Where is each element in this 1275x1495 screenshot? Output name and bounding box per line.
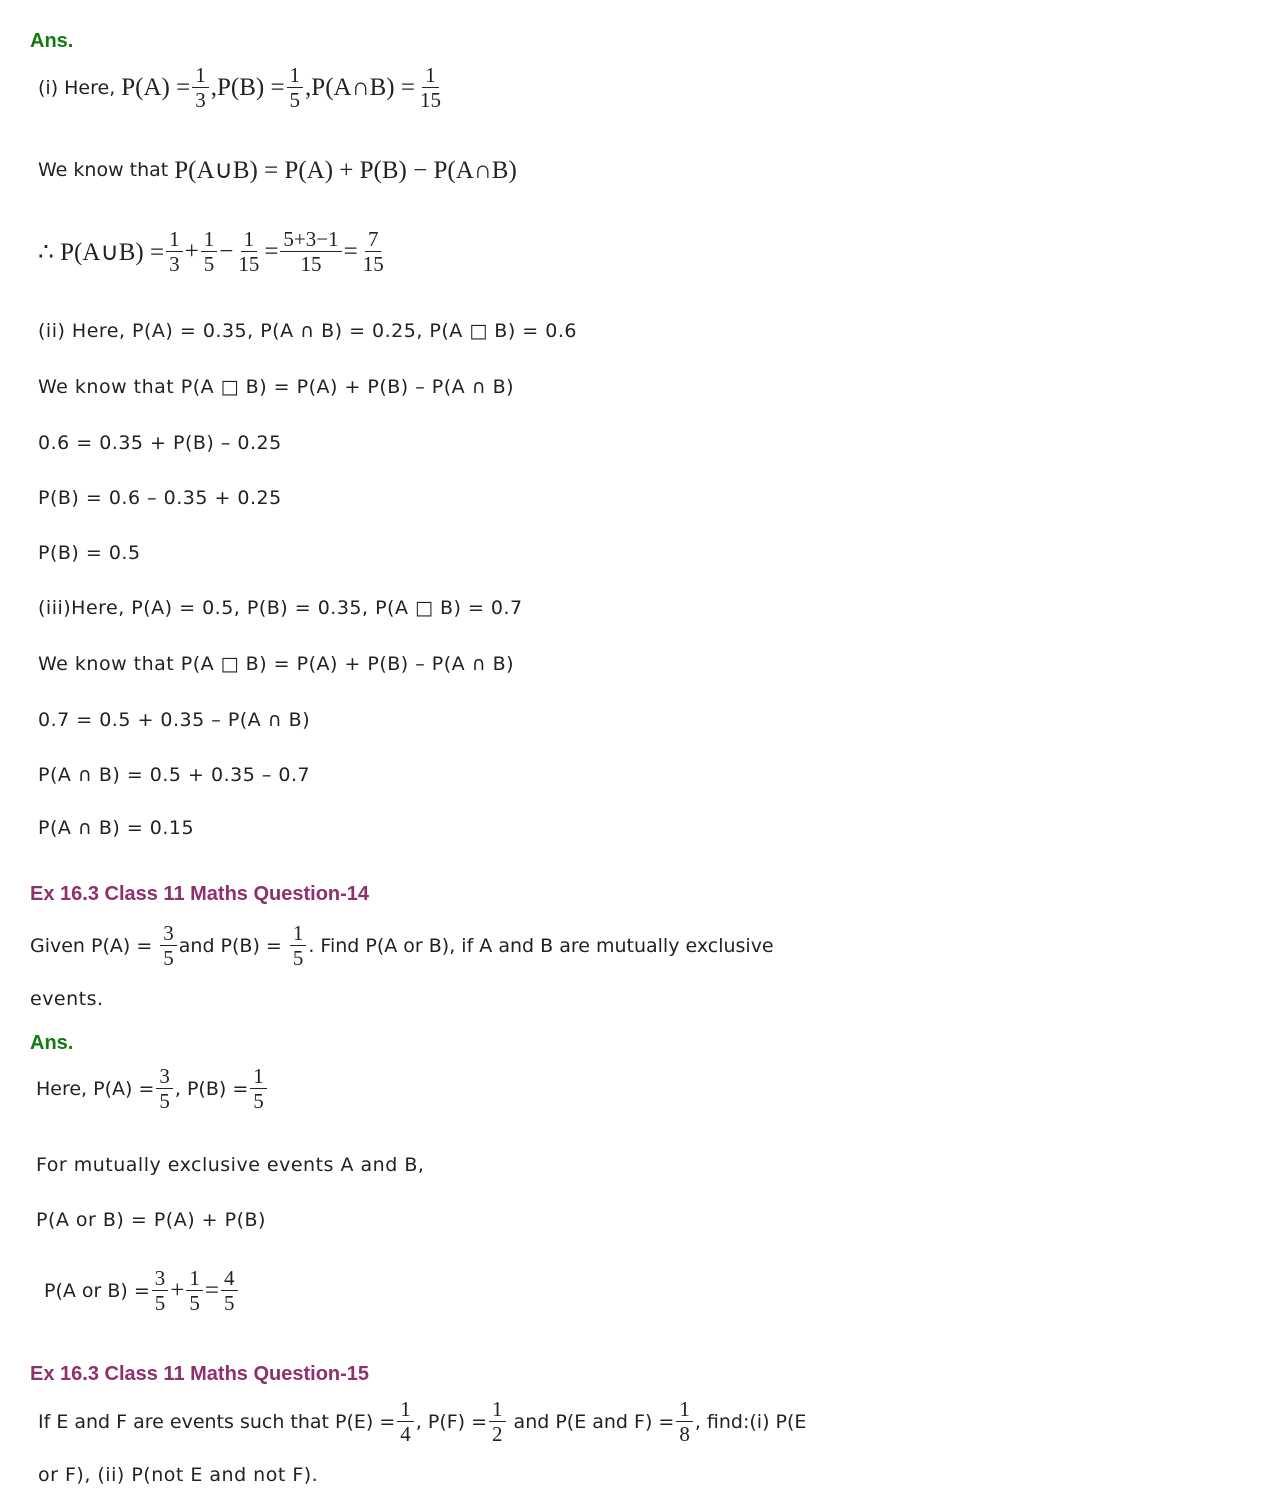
fraction: $\frac{1}{2}$ bbox=[489, 1398, 506, 1445]
fraction: $\frac{3}{5}$ bbox=[152, 1267, 169, 1314]
union-formula bbox=[38, 155, 517, 185]
pb-label: ,P(B) = bbox=[210, 73, 285, 101]
fraction: $\frac{7}{15}$ bbox=[362, 227, 384, 277]
part-ii-line-5: P(B) = 0.5 bbox=[38, 542, 141, 564]
fraction: $\frac{1}{5}$ bbox=[201, 228, 218, 275]
fraction: $\frac{1}{8}$ bbox=[676, 1398, 693, 1445]
and-pb-text: and P(B) = bbox=[178, 934, 282, 957]
question-15-text bbox=[38, 1398, 806, 1445]
fraction: $\frac{5+3-1}{15}$ bbox=[280, 228, 341, 275]
answer-14-line-2: For mutually exclusive events A and B, bbox=[36, 1154, 425, 1176]
union-calculation bbox=[38, 228, 389, 275]
part-ii-line-4: P(B) = 0.6 – 0.35 + 0.25 bbox=[38, 487, 282, 509]
fraction: $\frac{1}{15}$ bbox=[419, 63, 441, 113]
fraction: $\frac{4}{5}$ bbox=[221, 1267, 238, 1314]
answer-14-line-3: P(A or B) = P(A) + P(B) bbox=[36, 1209, 266, 1231]
question-14-text bbox=[30, 922, 774, 969]
know-text: We know that bbox=[38, 159, 169, 181]
fraction: $\frac{1}{5}$ bbox=[290, 922, 307, 969]
here-text: Here, P(A) = bbox=[36, 1077, 155, 1100]
formula: P(A∪B) = P(A) + P(B) − P(A∩B) bbox=[174, 157, 517, 184]
equals-sign: = bbox=[264, 237, 279, 265]
pab-label: ,P(A∩B) = bbox=[305, 73, 415, 101]
pb-text: , P(B) = bbox=[174, 1077, 249, 1100]
given-text: Given P(A) = bbox=[30, 934, 153, 957]
plus-sign: + bbox=[170, 1276, 185, 1304]
answer-14-given bbox=[36, 1065, 269, 1112]
fraction: $\frac{1}{4}$ bbox=[397, 1398, 414, 1445]
minus-sign: − bbox=[219, 237, 234, 265]
fraction: $\frac{1}{15}$ bbox=[238, 227, 260, 277]
answer-label: Ans. bbox=[30, 30, 74, 52]
part-iii-line-2: We know that P(A □ B) = P(A) + P(B) – P(A ∩ B) bbox=[38, 653, 515, 675]
fraction: $\frac{1}{5}$ bbox=[287, 64, 304, 111]
equals-sign: = bbox=[343, 237, 358, 265]
part-ii-line-2: We know that P(A □ B) = P(A) + P(B) – P(A ∩ B) bbox=[38, 376, 515, 398]
part-i-prefix: (i) Here, bbox=[38, 76, 116, 99]
part-ii-line-3: 0.6 = 0.35 + P(B) – 0.25 bbox=[38, 432, 282, 454]
part-iii-line-4: P(A ∩ B) = 0.5 + 0.35 – 0.7 bbox=[38, 764, 311, 786]
pf-text: , P(F) = bbox=[415, 1410, 488, 1433]
question-14-rest: . Find P(A or B), if A and B are mutually exclusive bbox=[308, 934, 774, 957]
fraction: $\frac{3}{5}$ bbox=[156, 1065, 173, 1112]
fraction: $\frac{3}{5}$ bbox=[160, 922, 177, 969]
question-15-line-2: or F), (ii) P(not E and not F). bbox=[38, 1464, 319, 1486]
answer-14-result bbox=[44, 1267, 240, 1314]
part-i-given bbox=[38, 64, 446, 111]
plus-sign: + bbox=[184, 237, 199, 265]
therefore-label: ∴ P(A∪B) = bbox=[38, 238, 165, 266]
fraction: $\frac{1}{5}$ bbox=[186, 1267, 203, 1314]
part-iii-line-3: 0.7 = 0.5 + 0.35 – P(A ∩ B) bbox=[38, 709, 311, 731]
question-15-lead: If E and F are events such that P(E) = bbox=[38, 1410, 396, 1433]
pa-label: P(A) = bbox=[121, 73, 191, 101]
question-15-heading: Ex 16.3 Class 11 Maths Question-15 bbox=[30, 1363, 370, 1385]
fraction: $\frac{1}{5}$ bbox=[250, 1065, 267, 1112]
part-iii-line-5: P(A ∩ B) = 0.15 bbox=[38, 817, 195, 839]
question-14-events: events. bbox=[30, 988, 104, 1010]
fraction: $\frac{1}{3}$ bbox=[166, 228, 183, 275]
part-ii-line-1: (ii) Here, P(A) = 0.35, P(A ∩ B) = 0.25, P(A □ B) = 0.6 bbox=[38, 320, 577, 342]
part-iii-line-1: (iii)Here, P(A) = 0.5, P(B) = 0.35, P(A □ B) = 0.7 bbox=[38, 597, 523, 619]
find-text: , find:(i) P(E bbox=[694, 1410, 807, 1433]
equals-sign: = bbox=[204, 1276, 220, 1304]
answer-label: Ans. bbox=[30, 1032, 74, 1054]
pef-text: and P(E and F) = bbox=[513, 1410, 675, 1433]
por-text: P(A or B) = bbox=[44, 1279, 150, 1302]
question-14-heading: Ex 16.3 Class 11 Maths Question-14 bbox=[30, 883, 370, 905]
fraction: $\frac{1}{3}$ bbox=[192, 64, 209, 111]
